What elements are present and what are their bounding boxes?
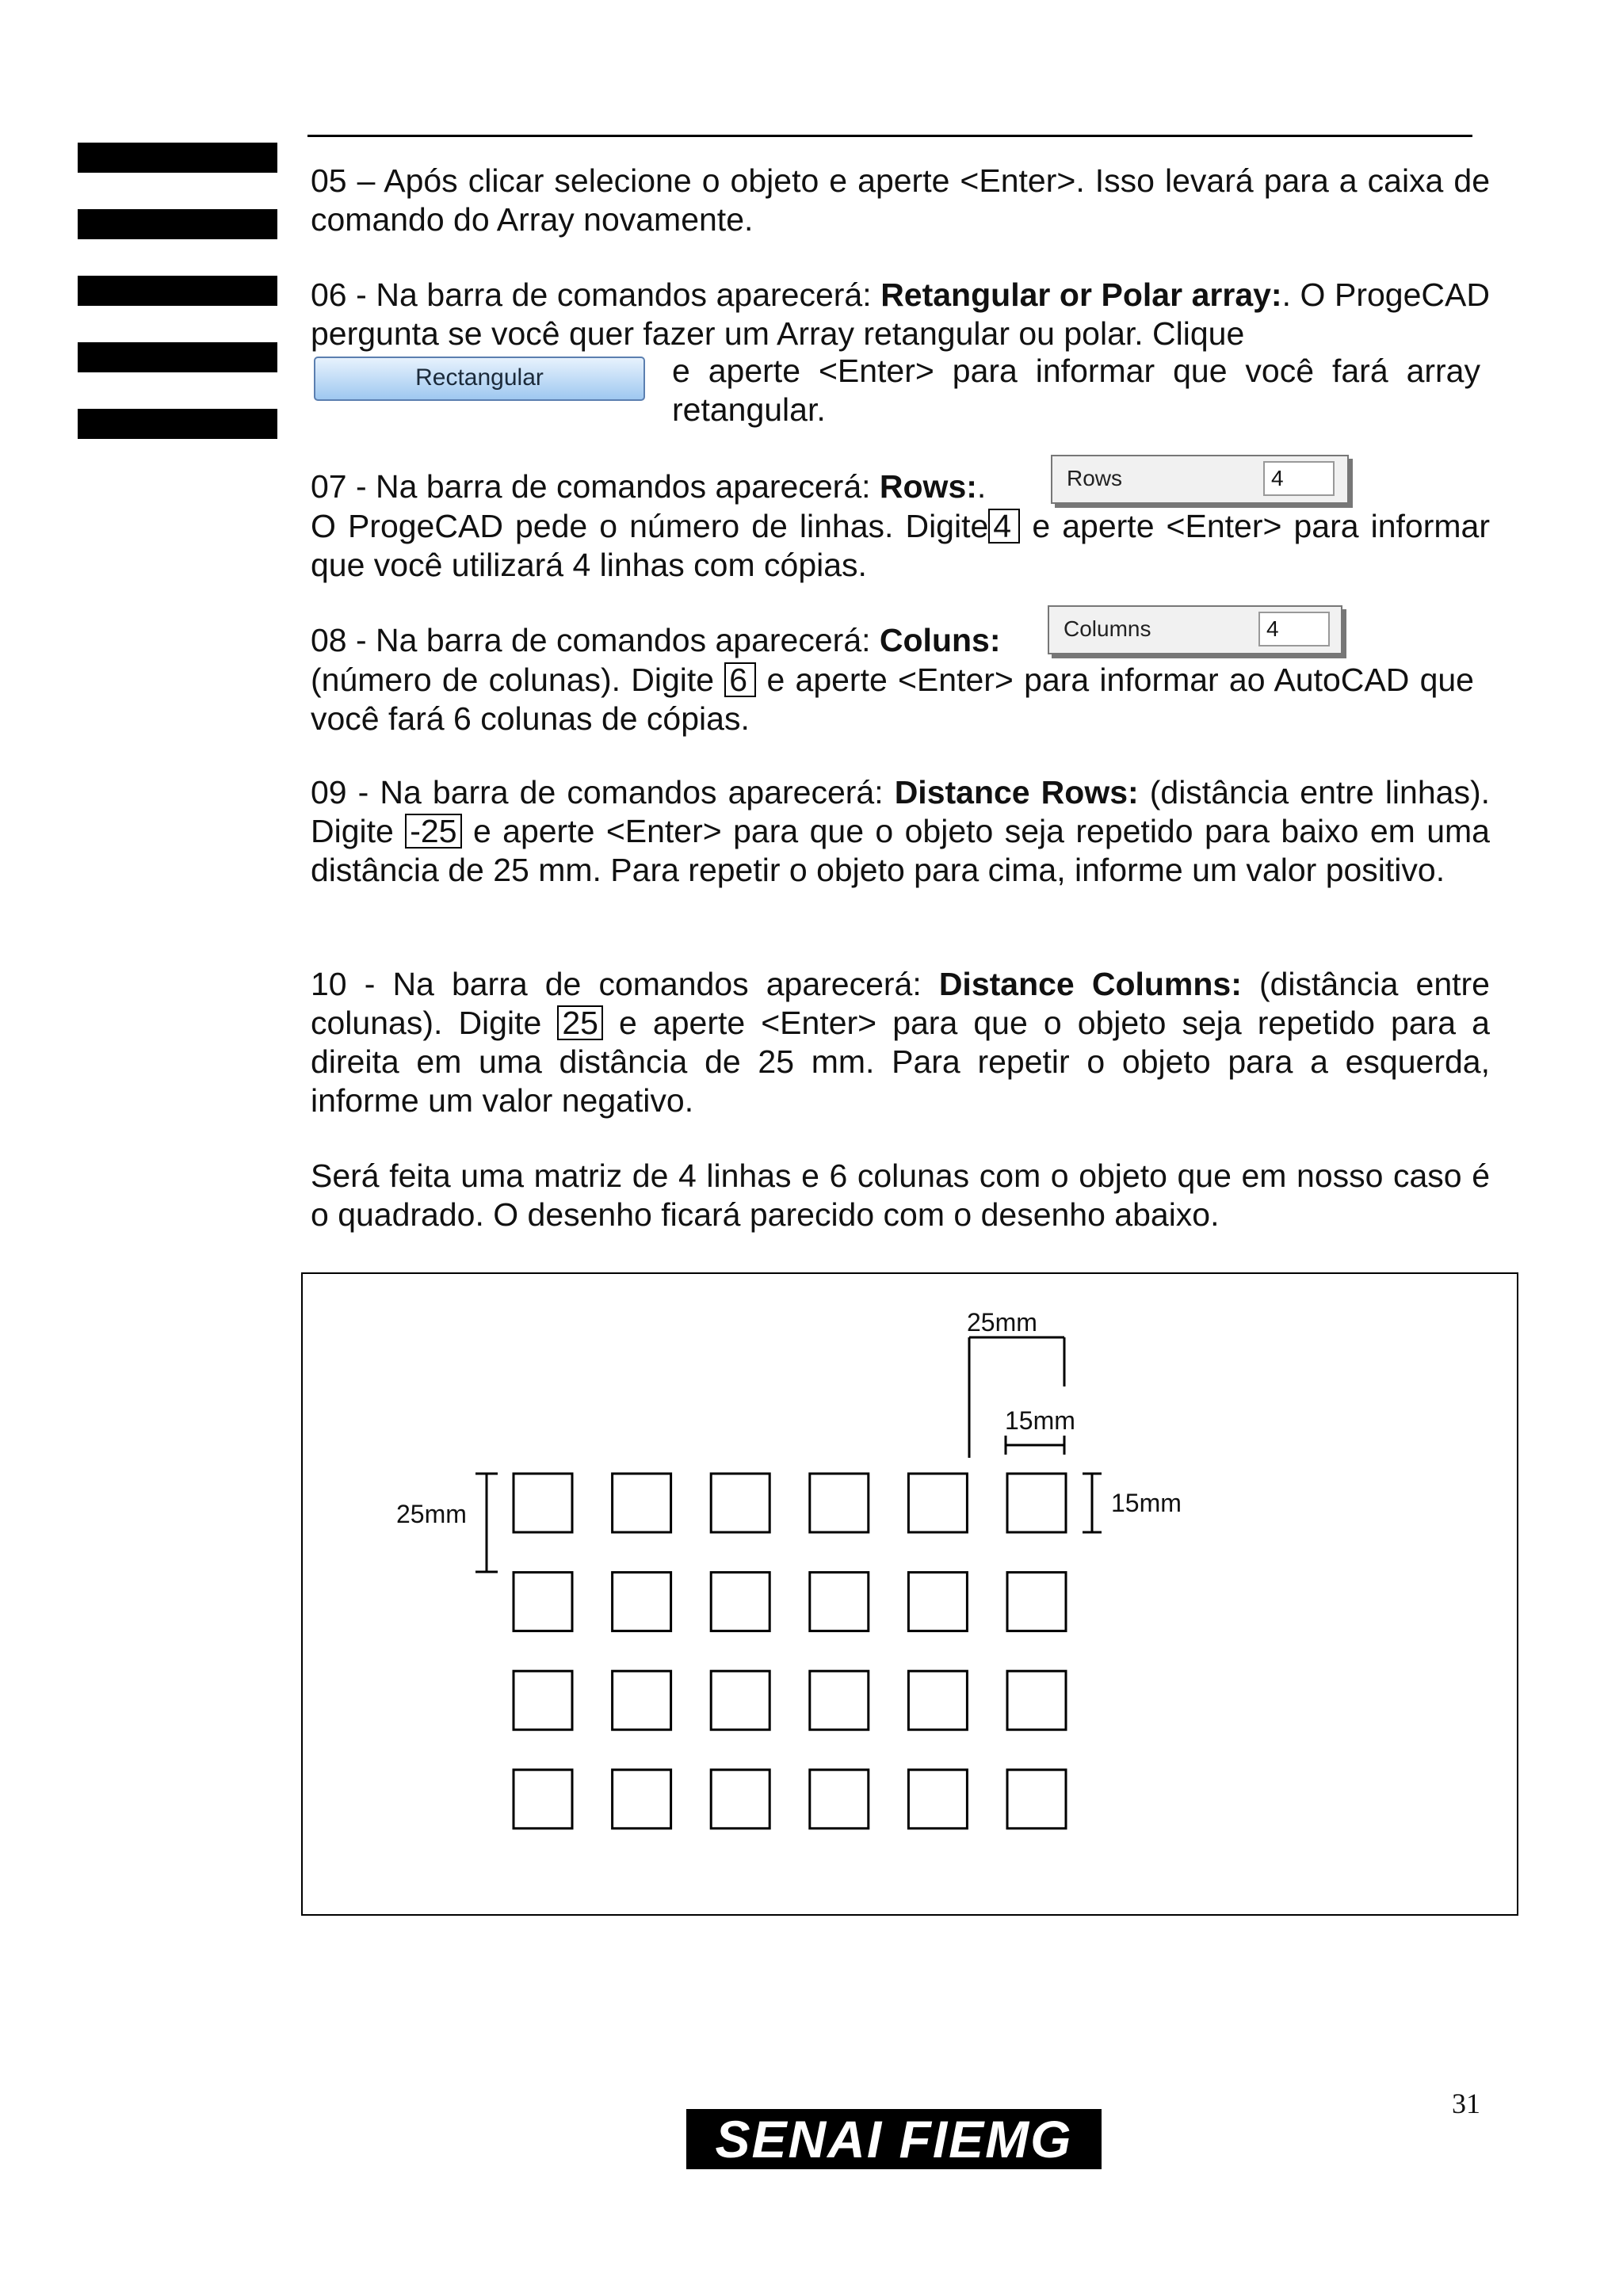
array-figure	[301, 1272, 1518, 1916]
array-square	[514, 1770, 572, 1829]
step-07-body-text: O ProgeCAD pede o número de linhas. Digite	[311, 508, 989, 544]
step-10	[311, 965, 1490, 1120]
step-09-text-3: e aperte <Enter> para que o objeto seja repetido para baixo em uma distância de 25 mm. Para repetir o objeto para cima, informe um valor positivo.	[311, 813, 1490, 888]
array-square	[810, 1770, 869, 1829]
dimension-lines	[475, 1337, 1102, 1572]
array-square	[711, 1573, 769, 1631]
array-square	[613, 1573, 671, 1631]
step-09-text: 09 - Na barra de comandos aparecerá:	[311, 774, 895, 810]
array-square	[514, 1573, 572, 1631]
page-number: 31	[1452, 2088, 1480, 2119]
step-07-text: 07 - Na barra de comandos aparecerá:	[311, 468, 880, 505]
step-09-command: Distance Rows:	[894, 774, 1139, 810]
step-10-command: Distance Columns:	[938, 966, 1242, 1002]
typed-value-box: -25	[405, 814, 461, 849]
array-square	[514, 1671, 572, 1730]
columns-field	[1048, 605, 1342, 654]
typed-value-box: 4	[988, 509, 1020, 543]
columns-field-label: Columns	[1064, 616, 1151, 641]
label-square-width: 15mm	[1005, 1406, 1075, 1435]
array-square	[514, 1474, 572, 1532]
step-10-text-2: (distância entre colunas). Digite	[311, 966, 1490, 1041]
array-square	[810, 1671, 869, 1730]
step-08-text: 08 - Na barra de comandos aparecerá:	[311, 622, 880, 658]
array-square	[908, 1474, 967, 1532]
array-square	[711, 1474, 769, 1532]
array-diagram	[303, 1274, 1517, 1914]
array-square	[613, 1770, 671, 1829]
step-10-text-3: e aperte <Enter> para que o objeto seja repetido para a direita em uma distância de 25 mm. Para repetir o objeto para a esquerda, informe um valor negativo.	[311, 1005, 1490, 1119]
label-col-spacing: 25mm	[967, 1308, 1037, 1337]
step-08-body-text: (número de colunas). Digite	[311, 662, 715, 698]
step-08-body-text-2: e aperte <Enter> para informar ao AutoCAD que você fará 6 colunas de cópias.	[311, 662, 1474, 737]
label-row-spacing: 25mm	[396, 1500, 467, 1528]
array-square	[1007, 1671, 1066, 1730]
step-05: 05 – Após clicar selecione o objeto e aperte <Enter>. Isso levará para a caixa de comando do Array novamente.	[311, 162, 1490, 238]
array-square	[908, 1573, 967, 1631]
typed-value-box: 6	[724, 662, 756, 697]
step-07-line1	[311, 467, 1008, 506]
decorative-bar	[78, 143, 277, 173]
senai-fiemg-logo	[686, 2109, 1102, 2169]
array-square	[1007, 1474, 1066, 1532]
rows-field-input[interactable]: 4	[1263, 461, 1335, 496]
decorative-bar	[78, 342, 277, 372]
decorative-bar	[78, 409, 277, 439]
array-square	[810, 1474, 869, 1532]
step-07-body-text-2: e aperte <Enter> para informar que você utilizará 4 linhas com cópias.	[311, 508, 1490, 583]
header-rule	[307, 135, 1472, 137]
array-square	[711, 1671, 769, 1730]
columns-field-input[interactable]: 4	[1258, 612, 1330, 646]
decorative-bar	[78, 276, 277, 306]
typed-value-box: 25	[557, 1005, 603, 1040]
step-06-text-2: . O ProgeCAD pergunta se você quer fazer um Array retangular ou polar. Clique	[311, 277, 1490, 352]
array-square	[1007, 1770, 1066, 1829]
step-06-command: Retangular or Polar array:	[880, 277, 1282, 313]
step-09-text-2: (distância entre linhas). Digite	[311, 774, 1490, 849]
step-07-body	[311, 507, 1490, 585]
array-square	[908, 1770, 967, 1829]
array-square	[613, 1474, 671, 1532]
rows-field	[1051, 455, 1349, 504]
step-08-body	[311, 661, 1474, 738]
step-08-line1	[311, 621, 1008, 660]
step-08-command: Coluns:	[879, 622, 1001, 658]
step-06-continuation: e aperte <Enter> para informar que você fará array retangular.	[672, 353, 1480, 428]
array-square	[711, 1770, 769, 1829]
step-09	[311, 773, 1490, 890]
rows-field-label: Rows	[1067, 466, 1123, 490]
step-10-text: 10 - Na barra de comandos aparecerá:	[311, 966, 939, 1002]
step-06-text: 06 - Na barra de comandos aparecerá:	[311, 277, 881, 313]
step-06	[311, 276, 1490, 353]
square-grid	[514, 1474, 1066, 1829]
logo-text: SENAI FIEMG	[715, 2110, 1073, 2168]
array-square	[810, 1573, 869, 1631]
label-square-height: 15mm	[1111, 1489, 1182, 1517]
array-square	[1007, 1573, 1066, 1631]
step-07-text-2: .	[976, 468, 987, 505]
decorative-bar	[78, 209, 277, 239]
array-square	[613, 1671, 671, 1730]
step-07-command: Rows:	[879, 468, 977, 505]
array-square	[908, 1671, 967, 1730]
summary-paragraph: Será feita uma matriz de 4 linhas e 6 colunas com o objeto que em nosso caso é o quadrado. O desenho ficará parecido com o desenho abaixo.	[311, 1158, 1490, 1233]
rectangular-button[interactable]: Rectangular	[314, 357, 645, 401]
